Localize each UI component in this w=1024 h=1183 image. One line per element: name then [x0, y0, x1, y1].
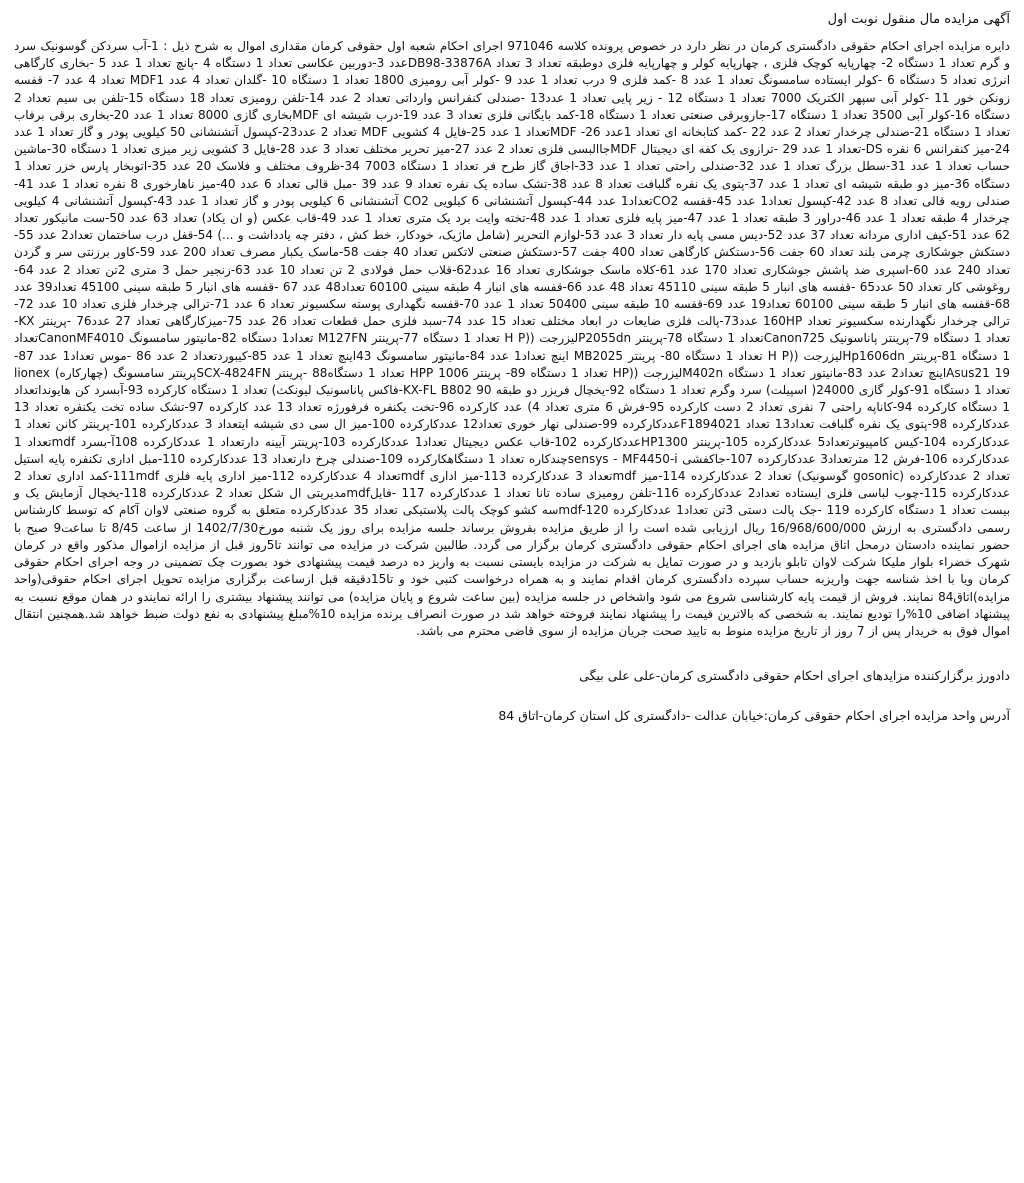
address-line: آدرس واحد مزایده اجرای احکام حقوقی کرمان:خیابان عدالت -دادگستری کل استان کرمان-اتاق 84: [498, 708, 1010, 724]
notice-title: آگهی مزایده مال منقول نوبت اول: [827, 12, 1010, 27]
signature-line: دادورز برگزارکننده مزایدهای اجرای احکام حقوقی دادگستری کرمان-علی علی بیگی: [579, 668, 1010, 684]
notice-body: دایره مزایده اجرای احکام حقوقی دادگستری کرمان در نظر دارد در خصوص پرونده کلاسه 971046 اجرای احکام شعبه اول حقوقی کرمان مقداری اموال به شرح ذیل : 1-آب سردکن گوسونیک سرد و گرم تعداد 1 دستگاه 2- چهارپایه کوچک فلزی ، چهارپایه کولر و چهارپایه فلزی دوطبقه تعداد 3 تعداد DB98-33876Aعدد 3-دوربین عکاسی تعداد 1 دستگاه 4 -پانچ تعداد 1 عدد 5 -بخاری کارگاهی انرژی تعداد 5 دستگاه 6 -کولر ایستاده سامسونگ تعداد 1 عدد 8 -کمد فلزی 9 درب تعداد 1 عدد 9 -کولر آبی رومیزی 1800 تعداد 1 دستگاه 10 -گلدان تعداد 4 عدد MDF1 تعداد 4 عدد 7- قفسه زونکن خور 11 -کولر آبی سپهر الکتریک 7000 تعداد 1 دستگاه 12 - زیر پایی تعداد 1 عدد13 -صندلی کنفرانس وارداتی تعداد 2 عدد 14-تلفن رومیزی تعداد 18 دستگاه 15-تلفن بی سیم تعداد 2 دستگاه 16-کولر آبی 3500 تعداد 1 دستگاه 17-جاروبرقی صنعتی تعداد 1 دستگاه 18-کمد بایگانی فلزی تعداد 3 عدد 19-درب شیشه ای MDFبخاری گازی 8000 تعداد 1 عدد 20-بخاری برقی برفاب تعداد 1 دستگاه 21-صندلی چرخدار تعداد 2 عدد 22 -کمد کتابخانه ای تعداد 1عدد 26- MDFتعداد 1 عدد 25-فایل 4 کشویی MDF تعداد 2 عدد23-کپسول آتشنشانی 50 کیلویی پودر و گاز تعداد 1 عدد 24-میز کنفرانس 6 نفره DS-تعداد 1 عدد 29 -ترازوی یک کفه ای دیجیتال MDFجاالبسی فلزی تعداد 2 عدد 27-میز تحریر مختلف تعداد 3 عدد 28-فایل 3 کشویی زیر میزی تعداد 1 دستگاه 30-ماشین حساب تعداد 1 عدد 31-سطل بزرگ تعداد 1 عدد 32-صندلی راحتی تعداد 1 عدد 33-اجاق گاز طرح فر تعداد 1 دستگاه 7003 34-ظروف مختلف و فلاسک 20 عدد 35-اتوبخار پارس خزر تعداد 1 دستگاه 36-میز دو طبقه شیشه ای تعداد 1 عدد 37-پتوی یک نفره گلبافت تعداد 8 عدد 38-تشک ساده یک نفره تعداد 9 عدد 39 -مبل قالی تعداد 6 عدد 40-میز ناهارخوری 8 نفره تعداد 1 عدد 41-صندلی رویه قالی تعداد 8 عدد 42-کپسول تعداد1 عدد 45-قفسه CO2تعداد1 عدد 44-کپسول آتشنشانی 6 کیلویی CO2 آتشنشانی 6 کیلویی پودر و گاز تعداد 1 عدد 43-کپسول آتشنشانی 4 کیلویی چرخدار 4 طبقه تعداد 1 عدد 46-دراور 3 طبقه تعداد 1 عدد 47-میز پایه فلزی تعداد 1 عدد 48-تخته وایت برد یک متری تعداد 1 عدد 49-قاب عکس (و ان یکاد) تعداد 63 عدد 50-ست مانیکور تعداد 62 عدد 51-کیف اداری مردانه تعداد 37 عدد 52-دیس مسی پایه دار تعداد 3 عدد 53-لوازم التحریر (شامل ماژیک، خودکار، خط کش ، دفتر چه یادداشت و ...) 54-قفل درب ساختمان تعداد2 عدد 55-دستکش جوشکاری چرمی بلند تعداد 60 جفت 56-دستکش کارگاهی تعداد 400 جفت 57-دستکش صنعتی لاتکس تعداد 40 جفت 58-ماسک یکبار مصرف تعداد 200 عدد 59-کاور برزنتی سر و گردن تعداد 240 عدد 60-اسپری ضد پاشش جوشکاری تعداد 170 عدد 61-کلاه ماسک جوشکاری تعداد 16 عدد62-قلاب حمل فولادی 2 تن تعداد 10 عدد 63-زنجیر حمل 3 متری 2تن تعداد 2 عدد 64-روغوشی کار تعداد 50 عدد65 -قفسه های انبار 5 طبقه سینی 45110 تعداد 48 عدد 66-قفسه های انبار 4 طبقه سینی 60100 تعداد48 عدد 67 -قفسه های انبار 5 طبقه سینی 45100 تعداد39 عدد 68-قفسه های انبار 5 طبقه سینی 60100 تعداد19 عدد 69-قفسه 10 طبقه سینی 50400 تعداد 1 عدد 70-قفسه نگهداری پوسته سکسیونر تعداد 6 عدد 71-ترالی چرخدار فلزی تعداد 10 عدد 72-ترالی چرخدار نگهدارنده سکسیونر تعداد 160HP عدد73-پالت فلزی ضایعات در ابعاد مختلف تعداد 15 عدد 74-سبد فلزی حمل قطعات تعداد 26 عدد 75-میزکارگاهی تعداد 27 عدد76 -پرینتر KX-تعداد 1 دستگاه 79-پرینتر پاناسونیک Canon725تعداد 1 دستگاه 78-پرینتر P2055dnلیزرجت ((H P تعداد 1 دستگاه 77-پرینتر M127FN تعداد1 دستگاه 82-مانیتور سامسونگ CanonMF4010تعداد 1 دستگاه 81-پرینتر Hp1606dnلیزرجت ((H P تعداد 1 دستگاه 80- پرینتر MB2025 اینچ تعداد1 عدد 84-مانیتور سامسونگ 43اینچ تعداد 1 عدد 85-کیبوردتعداد 2 عدد 86 -موس تعداد1 عدد 87-Asus21 19اینچ تعداد2 عدد 83-مانیتور تعداد 1 دستگاه M402nلیزرجت ((HP تعداد 1 دستگاه 89- پرینتر HPP 1006 تعداد 1 دستگاه88 -پرینتر SCX-4824FNپرینتر سامسونگ (چهارکاره) lionex تعداد 1 دستگاه 91-کولر گازی 24000( اسپیلت) سرد وگرم تعداد 1 دستگاه 92-یخچال فریزر دو طبقه KX-FL B802 90-فاکس پاناسونیک لیونکث) تعداد 1 دستگاه کارکرده 93-آبسرد کن هایونداتعداد 1 دستگاه کارکرده 94-کاناپه راحتی 7 نفری تعداد 2 دست کارکرده 95-فرش 6 متری تعداد 4) عدد کارکرده 96-تخت یکنفره فرفورژه تعداد 13 عدد کارکرده 97-تشک ساده تخت یکنفره تعداد 13 عددکارکرده 98-پتوی یک نفره گلبافت تعداد13 تعداد F1894021عددکارکرده 99-صندلی نهار خوری تعداد12 عددکارکرده 100-میز ال سی دی شیشه ایتعداد 3 عددکارکرده 101-پرینتر کانن تعداد 1 عددکارکرده 104-کیس کامپیوترتعداد5 عددکارکرده 105-پرینتر HP1300عددکارکرده 102-قاب عکس دیجیتال تعداد1 عددکارکرده 103-پرینتر آیینه دارتعداد 1 عددکارکرده 108آ-بسرد mdfتعداد 1 عددکارکرده 106-فرش 12 مترتعداد3 عددکارکرده 107-جاکفشی sensys - MF4450-iچندکاره تعداد 1 دستگاهکارکرده 109-صندلی چرخ دارتعداد 13 عددکارکرده 110-مبل اداری تکنفره پایه استیل تعداد 2 عددکارکرده (gosonic گوسونیک) تعداد 2 عددکارکرده 114-میز mdfتعداد 3 عددکارکرده 113-میز اداری mdfتعداد 4 عددکارکرده 112-میز اداری پایه فلزی 111mdf-کمد اداری تعداد 2 عددکارکرده 115-چوب لباسی فلزی ایستاده تعداد2 عددکارکرده 116-تلفن رومیزی ساده تانا تعداد 1 عددکارکرده 117 -فایلmdfمدیریتی ال شکل تعداد 2 عددکارکرده 118-یخچال آزمایش یک و بیست تعداد 1 دستگاه کارکرده 119 -جک پالت دستی 3تن تعداد1 عددکارکرده mdf-120سه کشو کوچک پالت پلاستیکی تعداد 35 عددکارکرده متعلق به گروه صنعتی لاوان آکام که توسط کارشناس رسمی دادگستری به ارزش 16/968/600/000 ریال ارزیابی شده است را از طریق مزایده بفروش برساند جلسه مزایده برای روز یک شنبه مورخ1402/7/30 از ساعت 8/45 تا ساعت9 صبح با حضور نماینده دادستان درمحل اتاق مزایده های اجرای احکام حقوقی دادگستری کرمان برگزار می گردد. طالبین شرکت در مزایده می توانند تا5روز قبل از مزایده ازاموال مذکور واقع در کرمان شهرک خضراء بلوار ملیکا شرکت لاوان تابلو بازدید و در صورت تمایل به شرکت در مزایده بایستی نسبت به واریز ده درصد قیمت پیشنهادی خود بصورت چک تضمینی در وجه اجرای احکام حقوقی کرمان ویا با اخذ شناسه جهت واریزبه حساب سپرده دادگستری کرمان اقدام نمایند و به همراه درخواست کتبی خود و تا15دقیقه قبل ازساعت برگزاری مزایده تحویل اجرای احکام حقوقی(واحد مزایده)اتاق84 نمایند. فروش از قیمت پایه کارشناسی شروع می شود واشخاص در جلسه مزایده (بین ساعت شروع و پایان مزایده) می توانند پیشنهاد بیشتری را ارائه نمایندو در همان موقع نسبت به پیشنهاد اضافی 10%را تودیع نمایند. به شخصی که بالاترین قیمت را پیشنهاد نمایند فروخته خواهد شد در صورت انصراف برنده مزایده 10%مبلغ پیشنهادی به نفع دولت ضبط خواهد شد.همچنین انتقال اموال فوق به خریدار پس از 7 روز از تاریخ مزایده منوط به تایید صحت جریان مزایده از سوی قاضی محترم می باشد.: [14, 39, 1011, 638]
